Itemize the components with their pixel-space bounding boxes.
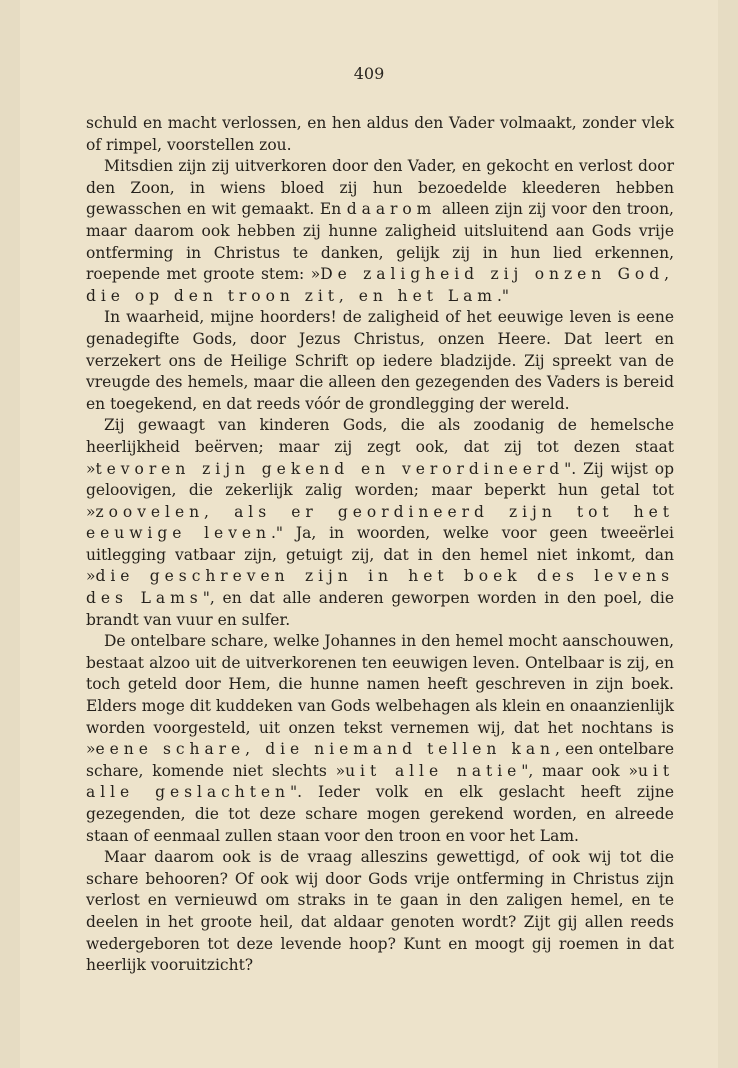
paragraph-3-text: In waarheid, mijne hoorders! de zaligheid of het eeuwige leven is eene genadegifte Gods, door Jezus Christus, onzen Heere. Dat leert en verzekert ons de Heilige Schrift op iedere bladzijde. Zij spreekt van de vreugde des hemels, maar die alleen den gezegenden des Vaders is bereid en toegekend, en dat reeds vóór de grondlegging der wereld. xyxy=(86,308,674,413)
paragraph-5-text-a: De ontelbare schare, welke Johannes in den hemel mocht aanschouwen, bestaat alzoo uit de uitverkorenen ten eeuwigen leven. Ontelbaar is zij, en toch geteld door Hem, die hunne namen heeft geschreven in zijn boek. Elders moge dit kuddeken van Gods welbehagen als klein en onaanzienlijk worden voorgesteld, uit onzen tekst vernemen wij, dat het nochtans is » xyxy=(86,632,674,759)
paragraph-5-quote-a: eene schare, die niemand tellen kan xyxy=(95,740,555,759)
paragraph-6-text: Maar daarom ook is de vraag alleszins gewettigd, of ook wij tot die schare behooren? Of ook wij door Gods vrije ontferming in Christus zijn verlost en vernieuwd om straks in te gaan in den zaligen hemel, en te deelen in het groote heil, dat aldaar genoten wordt? Zijt gij allen reeds wedergeboren tot deze levende hoop? Kunt en moogt gij roemen in dat heerlijk vooruitzicht? xyxy=(86,848,674,975)
paragraph-5 xyxy=(86,631,674,847)
paragraph-4-quote-a: tevoren zijn gekend en verordineerd xyxy=(95,459,565,478)
paragraph-4-text-d: ", en dat alle anderen geworpen worden in den poel, die brandt van vuur en sulfer. xyxy=(86,589,675,629)
paragraph-2 xyxy=(86,156,674,307)
paragraph-2-text-c: ." xyxy=(496,286,509,305)
paragraph-4 xyxy=(86,415,674,631)
paragraph-2-quote: De zaligheid zij onzen God, die op den troon zit, en het Lam xyxy=(86,265,674,305)
paragraph-2-text-a: Mitsdien zijn zij uitverkoren door den Vader, en gekocht en verlost door den Zoon, in wiens bloed zij hun bezoedelde kleederen hebben gewasschen en wit gemaakt. En xyxy=(86,157,674,219)
paragraph-1 xyxy=(86,113,674,156)
paragraph-1-text: schuld en macht verlossen, en hen aldus den Vader volmaakt, zonder vlek of rimpel, voorstellen zou. xyxy=(86,114,674,154)
paragraph-4-text-b: ". Zij wijst op geloovigen, die zekerlijk zalig worden; maar beperkt hun getal tot » xyxy=(86,459,674,521)
paragraph-6 xyxy=(86,847,674,977)
paragraph-2-text-b: alleen zijn zij voor den troon, maar daarom ook hebben zij hunne zaligheid uitsluitend aan Gods vrije ontferming in Christus te danken, gelijk zij in hun lied erkennen, roepende met groote stem: » xyxy=(86,200,674,284)
paragraph-4-quote-c: die geschreven zijn in het boek des levens des Lams xyxy=(86,567,674,608)
paragraph-5-text-b: , een ontelbare schare, komende niet slechts » xyxy=(86,740,675,780)
paragraph-2-spaced-a: daarom xyxy=(346,200,437,219)
paragraph-5-text-d: ". Ieder volk en elk geslacht heeft zijne gezegenden, die tot deze schare mogen gerekend worden, en alreede staan of eenmaal zullen staan voor den troon en voor het Lam. xyxy=(86,783,675,845)
page-number: 409 xyxy=(353,64,385,83)
book-page xyxy=(20,0,718,1068)
paragraph-5-text-c: ", maar ook » xyxy=(521,761,638,780)
page-body xyxy=(86,113,674,977)
paragraph-3 xyxy=(86,307,674,415)
paragraph-4-text-a: Zij gewaagt van kinderen Gods, die als zoodanig de hemelsche heerlijkheid beërven; maar zij zegt ook, dat zij tot dezen staat » xyxy=(86,416,674,478)
paragraph-5-quote-b: uit alle natie xyxy=(345,761,522,780)
paragraph-4-quote-b: zoovelen, als er geordineerd zijn tot het eeuwige leven xyxy=(86,502,674,543)
paragraph-5-quote-c: uit alle geslachten xyxy=(86,761,675,802)
paragraph-4-text-c: ." Ja, in woorden, welke voor geen tweeërlei uitlegging vatbaar zijn, getuigt zij, dat in den hemel niet inkomt, dan » xyxy=(86,524,674,586)
